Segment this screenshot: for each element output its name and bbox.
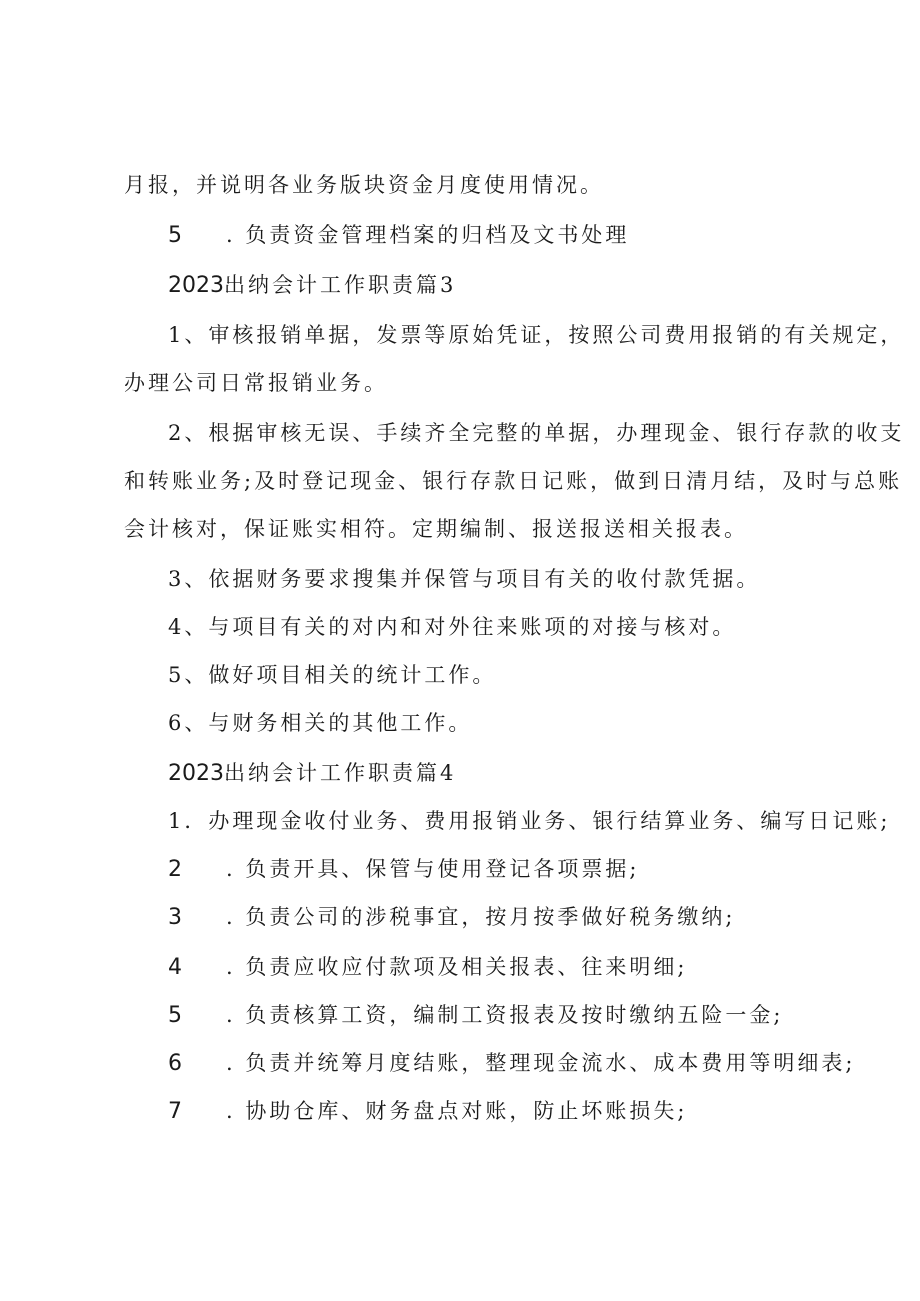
paragraph-line: 4、与项目有关的对内和对外往来账项的对接与核对。 xyxy=(168,615,737,639)
list-item-number: 5 xyxy=(168,1003,182,1028)
heading-text: 出纳会计工作职责篇4 xyxy=(224,761,457,785)
paragraph-line: 5、做好项目相关的统计工作。 xyxy=(168,663,497,687)
list-item-text: . 负责开具、保管与使用登记各项票据; xyxy=(226,857,640,881)
heading-year: 2023 xyxy=(168,761,224,786)
paragraph-line: 办理公司日常报销业务。 xyxy=(124,371,388,395)
paragraph-line: 6、与财务相关的其他工作。 xyxy=(168,711,473,735)
paragraph-line: 2、根据审核无误、手续齐全完整的单据，办理现金、银行存款的收支 xyxy=(168,421,905,445)
paragraph-line: 3、依据财务要求搜集并保管与项目有关的收付款凭据。 xyxy=(168,567,761,591)
paragraph-line: 和转账业务;及时登记现金、银行存款日记账，做到日清月结，及时与总账 xyxy=(124,469,903,493)
list-item-text: . 负责并统筹月度结账，整理现金流水、成本费用等明细表; xyxy=(226,1051,856,1075)
list-item xyxy=(168,856,639,883)
list-item-5 xyxy=(168,222,629,249)
list-item xyxy=(168,1098,687,1125)
list-item-number: 2 xyxy=(168,857,182,882)
list-item-text: . 负责资金管理档案的归档及文书处理 xyxy=(226,223,630,247)
list-item-text: . 负责核算工资，编制工资报表及按时缴纳五险一金; xyxy=(226,1003,784,1027)
paragraph-line: 1、审核报销单据，发票等原始凭证，按照公司费用报销的有关规定， xyxy=(168,323,905,347)
section-heading-3 xyxy=(168,272,456,299)
section-heading-4 xyxy=(168,760,456,787)
list-item xyxy=(168,904,735,931)
heading-text: 出纳会计工作职责篇3 xyxy=(224,273,457,297)
list-item xyxy=(168,954,687,981)
heading-year: 2023 xyxy=(168,273,224,298)
list-item-number: 3 xyxy=(168,905,182,930)
list-item-number: 4 xyxy=(168,955,182,980)
list-item-text: . 负责公司的涉税事宜，按月按季做好税务缴纳; xyxy=(226,905,736,929)
list-item-number: 5 xyxy=(168,223,182,248)
paragraph-line: 1．办理现金收付业务、费用报销业务、银行结算业务、编写日记账; xyxy=(168,809,891,833)
paragraph-continuation: 月报，并说明各业务版块资金月度使用情况。 xyxy=(124,173,604,197)
list-item-text: . 协助仓库、财务盘点对账，防止坏账损失; xyxy=(226,1099,688,1123)
list-item xyxy=(168,1002,783,1029)
list-item-number: 7 xyxy=(168,1099,182,1124)
list-item-number: 6 xyxy=(168,1051,182,1076)
list-item xyxy=(168,1050,855,1077)
paragraph-line: 会计核对，保证账实相符。定期编制、报送报送相关报表。 xyxy=(124,517,748,541)
list-item-text: . 负责应收应付款项及相关报表、往来明细; xyxy=(226,955,688,979)
